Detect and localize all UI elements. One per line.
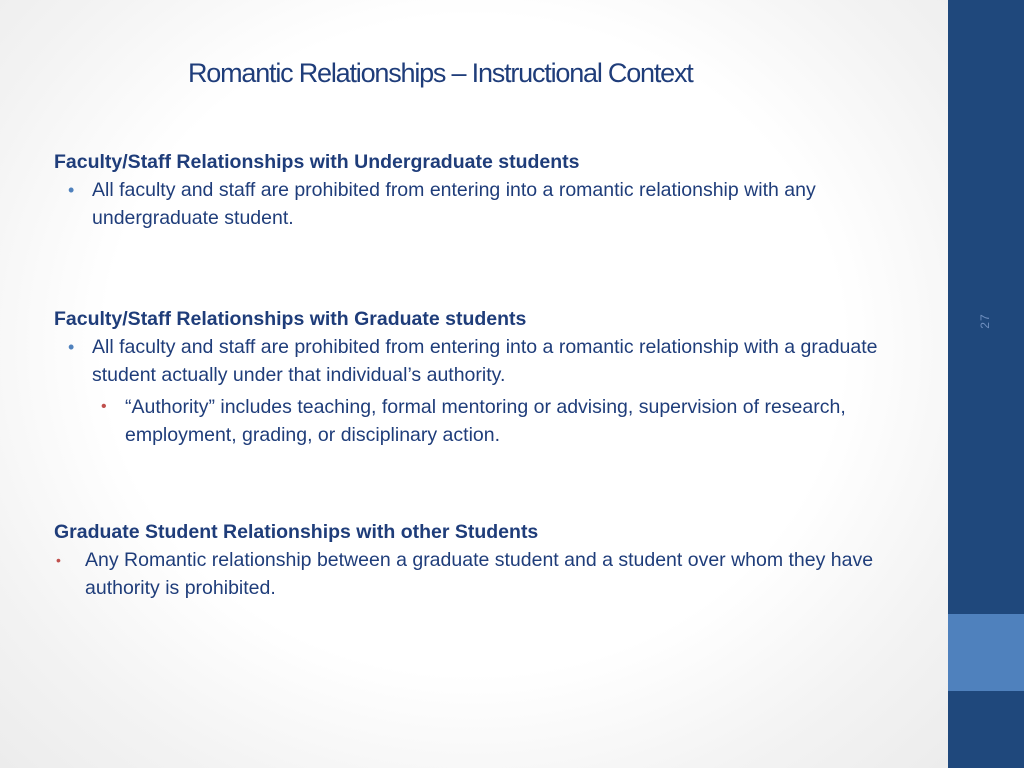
slide-title: Romantic Relationships – Instructional Context bbox=[188, 58, 693, 88]
bullet-dot-icon: • bbox=[68, 180, 75, 200]
bullet-text: Any Romantic relationship between a graduate student and a student over whom they have authority is prohibited. bbox=[85, 549, 874, 599]
bullet-text: All faculty and staff are prohibited from entering into a romantic relationship with any undergraduate student. bbox=[92, 179, 816, 229]
bullet-dot-icon: • bbox=[101, 398, 107, 415]
bullet-item bbox=[54, 546, 924, 602]
section-heading-undergraduate: Faculty/Staff Relationships with Undergraduate students bbox=[54, 151, 580, 173]
bullet-item bbox=[54, 176, 924, 232]
bullet-text: All faculty and staff are prohibited from entering into a romantic relationship with a graduate student actually under that individual’s authority. bbox=[92, 336, 878, 386]
sub-bullet-text: “Authority” includes teaching, formal mentoring or advising, supervision of research, employment, grading, or disciplinary action. bbox=[125, 396, 846, 446]
slide-number: 27 bbox=[978, 313, 992, 329]
bullet-item bbox=[54, 333, 924, 389]
bullet-dot-icon: • bbox=[68, 337, 75, 357]
slide-content bbox=[54, 148, 924, 602]
bullet-dot-icon: • bbox=[56, 552, 61, 568]
sub-bullet-item bbox=[54, 393, 924, 449]
sidebar-accent-block bbox=[948, 614, 1024, 691]
section-heading-graduate: Faculty/Staff Relationships with Graduate students bbox=[54, 308, 527, 330]
section-heading-graduate-students: Graduate Student Relationships with other Students bbox=[54, 521, 539, 543]
